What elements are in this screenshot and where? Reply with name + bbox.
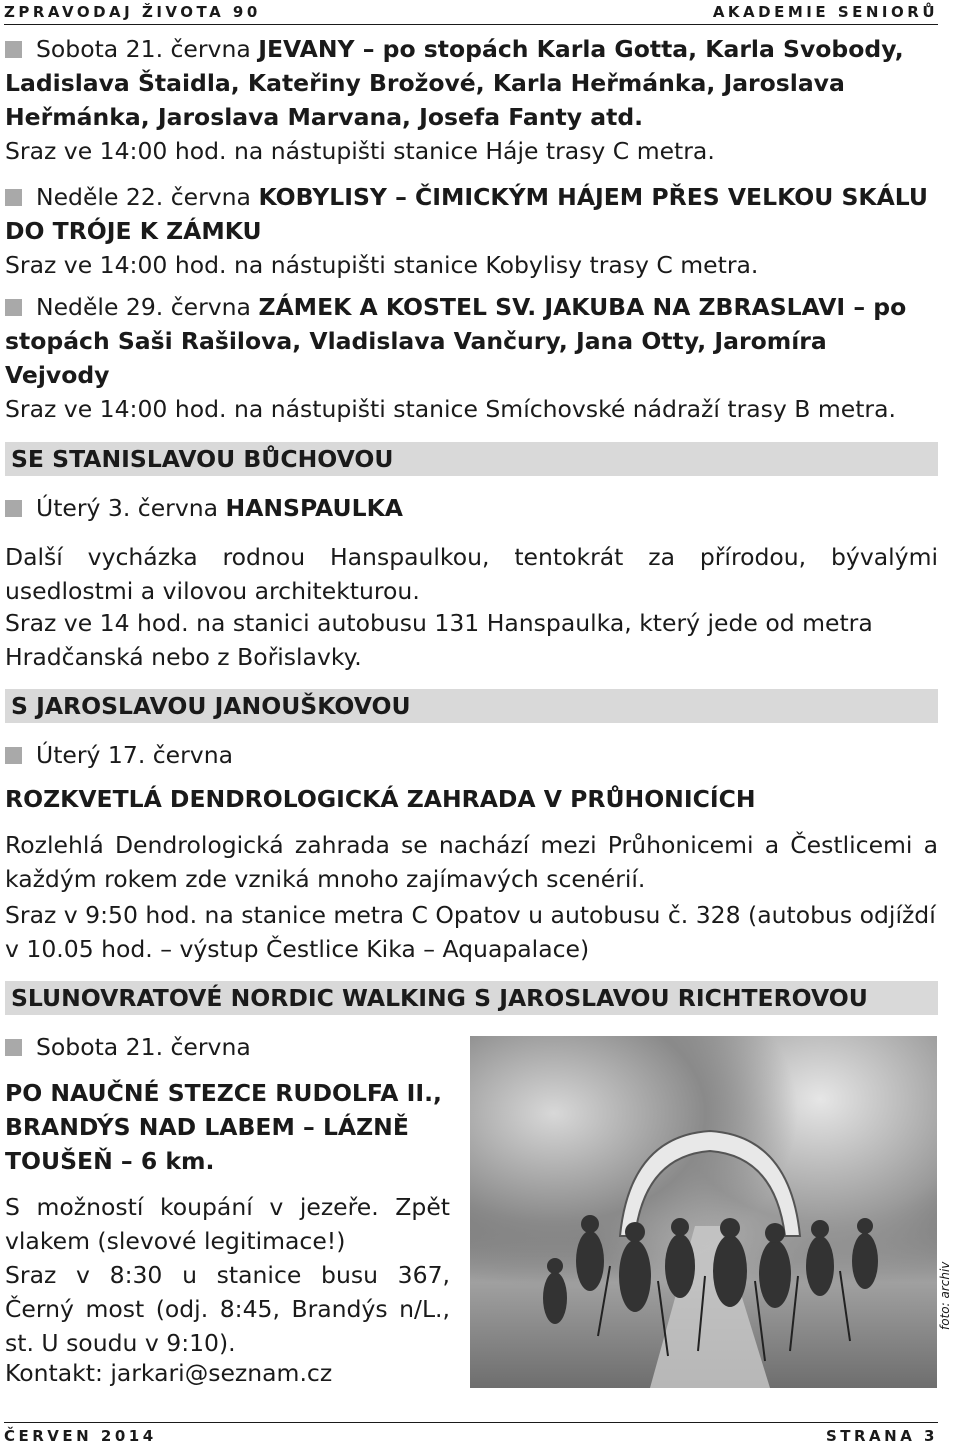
event-title: HANSPAULKA [225,494,403,522]
event-title: PO NAUČNÉ STEZCE RUDOLFA II., BRANDÝS NAD LABEM – LÁZNĚ TOUŠEŇ – 6 km. [5,1079,442,1175]
section-heading-buchova: SE STANISLAVOU BŮCHOVOU [5,442,938,476]
page-footer [4,1422,938,1445]
event-meeting: Sraz ve 14 hod. na stanici autobusu 131 Hanspaulka, který jede od metra Hradčanská nebo z Bořislavky. [5,609,873,671]
header-title: ZPRAVODAJ ŽIVOTA 90 [4,3,261,21]
bullet-icon [5,299,22,316]
bullet-icon [5,189,22,206]
bullet-icon [5,41,22,58]
event-title: JEVANY – po stopách Karla Gotta, Karla Svobody, Ladislava Štaidla, Kateřiny Brožové, Karla Heřmánka, Jaroslava Heřmánka, Jaroslava Marvana, Josefa Fanty atd. [5,35,904,131]
event-meeting: Sraz ve 14:00 hod. na nástupišti stanice Smíchovské nádraží trasy B metra. [5,395,896,423]
page-header [4,0,938,25]
bullet-icon [5,1039,22,1056]
event-description: Další vycházka rodnou Hanspaulkou, tentokrát za přírodou, bývalými usedlostmi a vilovou architekturou. [5,543,938,605]
event-jevany [5,32,938,168]
event-description: S možností koupání v jezeře. Zpět vlakem (slevové legitimace!) [5,1193,450,1255]
event-date: Úterý 3. června [36,494,219,522]
footer-page: STRANA 3 [825,1427,938,1445]
event-zbraslav [5,290,938,426]
event-date: Úterý 17. června [36,741,233,769]
event-hanspaulka [5,491,938,525]
event-meeting: Sraz ve 14:00 hod. na nástupišti stanice Kobylisy trasy C metra. [5,251,759,279]
event-title: ZÁMEK A KOSTEL SV. JAKUBA NA ZBRASLAVI – po stopách Saši Rašilova, Vladislava Vančury, Jana Otty, Jaromíra Vejvody [5,293,907,389]
photo-illustration [470,1036,937,1388]
footer-date: ČERVEN 2014 [4,1427,157,1445]
event-date-row [5,1030,460,1064]
event-date-row [5,738,938,772]
event-meeting: Sraz v 9:50 hod. na stanice metra C Opatov u autobusu č. 328 (autobus odjíždí v 10.05 hod. – výstup Čestlice Kika – Aquapalace) [5,901,936,963]
photo-credit: foto: archiv [938,1261,952,1330]
event-meeting: Sraz v 8:30 u stanice busu 367, Černý most (odj. 8:45, Brandýs n/L., st. U soudu v 9:10). [5,1261,450,1357]
header-section: AKADEMIE SENIORŮ [712,3,938,21]
event-date: Sobota 21. června [36,1033,251,1061]
section-heading-janouskova: S JAROSLAVOU JANOUŠKOVOU [5,689,938,723]
nordic-walking-photo [470,1036,937,1388]
event-title: KOBYLISY – ČIMICKÝM HÁJEM PŘES VELKOU SKÁLU DO TRÓJE K ZÁMKU [5,183,929,245]
event-date: Sobota 21. června [36,35,251,63]
event-meeting: Sraz ve 14:00 hod. na nástupišti stanice Háje trasy C metra. [5,137,715,165]
event-title: ROZKVETLÁ DENDROLOGICKÁ ZAHRADA V PRŮHONICÍCH [5,785,756,813]
section-heading-richterova: SLUNOVRATOVÉ NORDIC WALKING S JAROSLAVOU RICHTEROVOU [5,981,938,1015]
event-date: Neděle 22. června [36,183,251,211]
event-kobylisy [5,180,938,282]
bullet-icon [5,747,22,764]
event-date: Neděle 29. června [36,293,251,321]
contact-line: Kontakt: jarkari@seznam.cz [5,1359,333,1387]
bullet-icon [5,500,22,517]
event-description: Rozlehlá Dendrologická zahrada se nachází mezi Průhonicemi a Čestlicemi a každým rokem zde vzniká mnoho zajímavých scenérií. [5,831,938,893]
